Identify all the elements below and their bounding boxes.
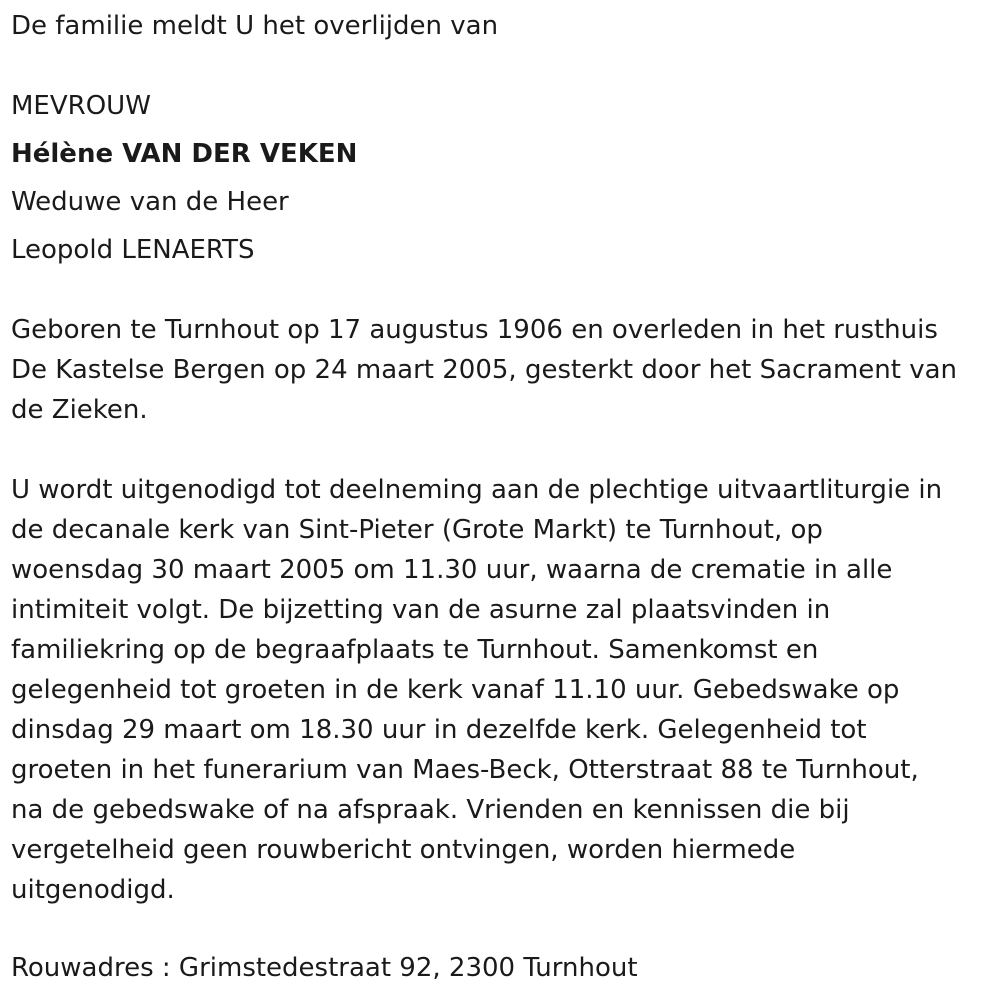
- invitation-paragraph: [11, 470, 942, 910]
- paragraph-line: uitgenodigd.: [11, 875, 175, 905]
- intro-text: De familie meldt U het overlijden van: [11, 11, 499, 41]
- paragraph-line: de decanale kerk van Sint-Pieter (Grote Markt) te Turnhout, op: [11, 515, 823, 545]
- birth-death-paragraph: [11, 310, 957, 430]
- deceased-name: Hélène VAN DER VEKEN: [11, 139, 358, 169]
- paragraph-line: vergetelheid geen rouwbericht ontvingen, worden hiermede: [11, 835, 796, 865]
- spouse-line-2: Leopold LENAERTS: [11, 235, 255, 265]
- paragraph-line: familiekring op de begraafplaats te Turnhout. Samenkomst en: [11, 635, 819, 665]
- paragraph-line: na de gebedswake of na afspraak. Vrienden en kennissen die bij: [11, 795, 850, 825]
- paragraph-line: intimiteit volgt. De bijzetting van de asurne zal plaatsvinden in: [11, 595, 831, 625]
- paragraph-line: dinsdag 29 maart om 18.30 uur in dezelfde kerk. Gelegenheid tot: [11, 715, 867, 745]
- paragraph-line: Geboren te Turnhout op 17 augustus 1906 en overleden in het rusthuis: [11, 315, 938, 345]
- mourning-address: Rouwadres : Grimstedestraat 92, 2300 Turnhout: [11, 953, 638, 983]
- paragraph-line: de Zieken.: [11, 395, 148, 425]
- paragraph-line: gelegenheid tot groeten in de kerk vanaf 11.10 uur. Gebedswake op: [11, 675, 900, 705]
- paragraph-line: U wordt uitgenodigd tot deelneming aan de plechtige uitvaartliturgie in: [11, 475, 943, 505]
- honorific-title: MEVROUW: [11, 91, 151, 121]
- spouse-line-1: Weduwe van de Heer: [11, 187, 289, 217]
- paragraph-line: woensdag 30 maart 2005 om 11.30 uur, waarna de crematie in alle: [11, 555, 893, 585]
- paragraph-line: De Kastelse Bergen op 24 maart 2005, gesterkt door het Sacrament van: [11, 355, 958, 385]
- paragraph-line: groeten in het funerarium van Maes-Beck, Otterstraat 88 te Turnhout,: [11, 755, 919, 785]
